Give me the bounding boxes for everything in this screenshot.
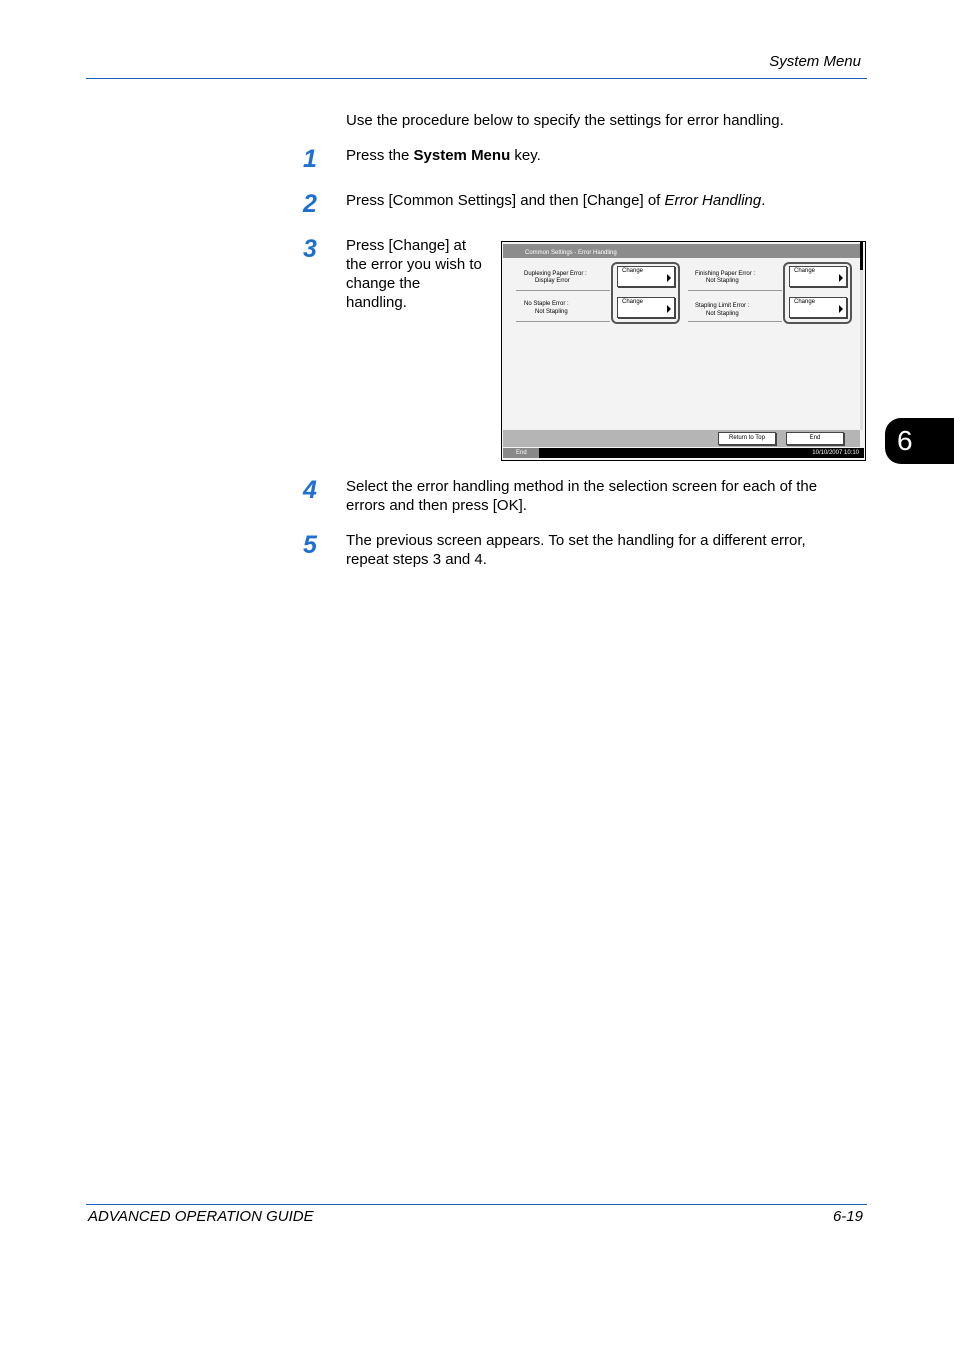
step-2-number: 2 bbox=[303, 190, 317, 218]
finishing-error-value: Not Stapling bbox=[706, 278, 739, 284]
no-staple-error-label: No Staple Error : bbox=[524, 301, 569, 307]
step-4-text: Select the error handling method in the selection screen for each of the errors and then press [OK]. bbox=[346, 478, 818, 514]
step-5-number: 5 bbox=[303, 531, 317, 559]
step-1-number: 1 bbox=[303, 145, 317, 173]
chapter-tab: 6 bbox=[885, 418, 954, 464]
return-to-top-button[interactable]: Return to Top bbox=[718, 432, 776, 445]
footer-page-number: 6-19 bbox=[832, 1208, 863, 1225]
panel-scrollbar bbox=[860, 242, 863, 270]
header-section-title: System Menu bbox=[769, 53, 861, 70]
duplexing-change-button[interactable]: Change bbox=[617, 266, 675, 287]
footer-guide-title: ADVANCED OPERATION GUIDE bbox=[88, 1208, 314, 1225]
error-handling-panel bbox=[501, 241, 866, 461]
triangle-right-icon bbox=[839, 305, 843, 313]
no-staple-error-value: Not Stapling bbox=[535, 309, 568, 315]
status-datetime: 10/10/2007 10:10 bbox=[812, 450, 859, 456]
step-3-text: Press [Change] at the error you wish to change the handling. bbox=[346, 237, 482, 311]
panel-scrollbar-track bbox=[860, 270, 863, 430]
intro-text: Use the procedure below to specify the settings for error handling. bbox=[346, 112, 784, 129]
step-2-text: Press [Common Settings] and then [Change] of Error Handling. bbox=[346, 192, 766, 209]
separator bbox=[516, 290, 610, 291]
step-4-number: 4 bbox=[303, 476, 317, 504]
step-1-text: Press the System Menu key. bbox=[346, 147, 541, 164]
triangle-right-icon bbox=[839, 274, 843, 282]
no-staple-change-button[interactable]: Change bbox=[617, 297, 675, 318]
step-3-number: 3 bbox=[303, 235, 317, 263]
end-button[interactable]: End bbox=[786, 432, 844, 445]
step-5-text: The previous screen appears. To set the handling for a different error, repeat steps 3 and 4. bbox=[346, 532, 806, 568]
status-bar bbox=[503, 448, 864, 458]
duplexing-error-value: Display Error bbox=[535, 278, 570, 284]
triangle-right-icon bbox=[667, 305, 671, 313]
panel-title: Common Settings - Error Handling bbox=[525, 250, 617, 256]
separator bbox=[688, 321, 782, 322]
stapling-limit-error-label: Stapling Limit Error : bbox=[695, 303, 750, 309]
triangle-right-icon bbox=[667, 274, 671, 282]
footer-rule bbox=[86, 1204, 867, 1205]
stapling-limit-change-button[interactable]: Change bbox=[789, 297, 847, 318]
separator bbox=[688, 290, 782, 291]
duplexing-error-label: Duplexing Paper Error : bbox=[524, 271, 587, 277]
status-end-label: End bbox=[503, 448, 539, 458]
finishing-change-button[interactable]: Change bbox=[789, 266, 847, 287]
finishing-error-label: Finishing Paper Error : bbox=[695, 271, 756, 277]
header-rule bbox=[86, 78, 867, 79]
separator bbox=[516, 321, 610, 322]
stapling-limit-error-value: Not Stapling bbox=[706, 311, 739, 317]
